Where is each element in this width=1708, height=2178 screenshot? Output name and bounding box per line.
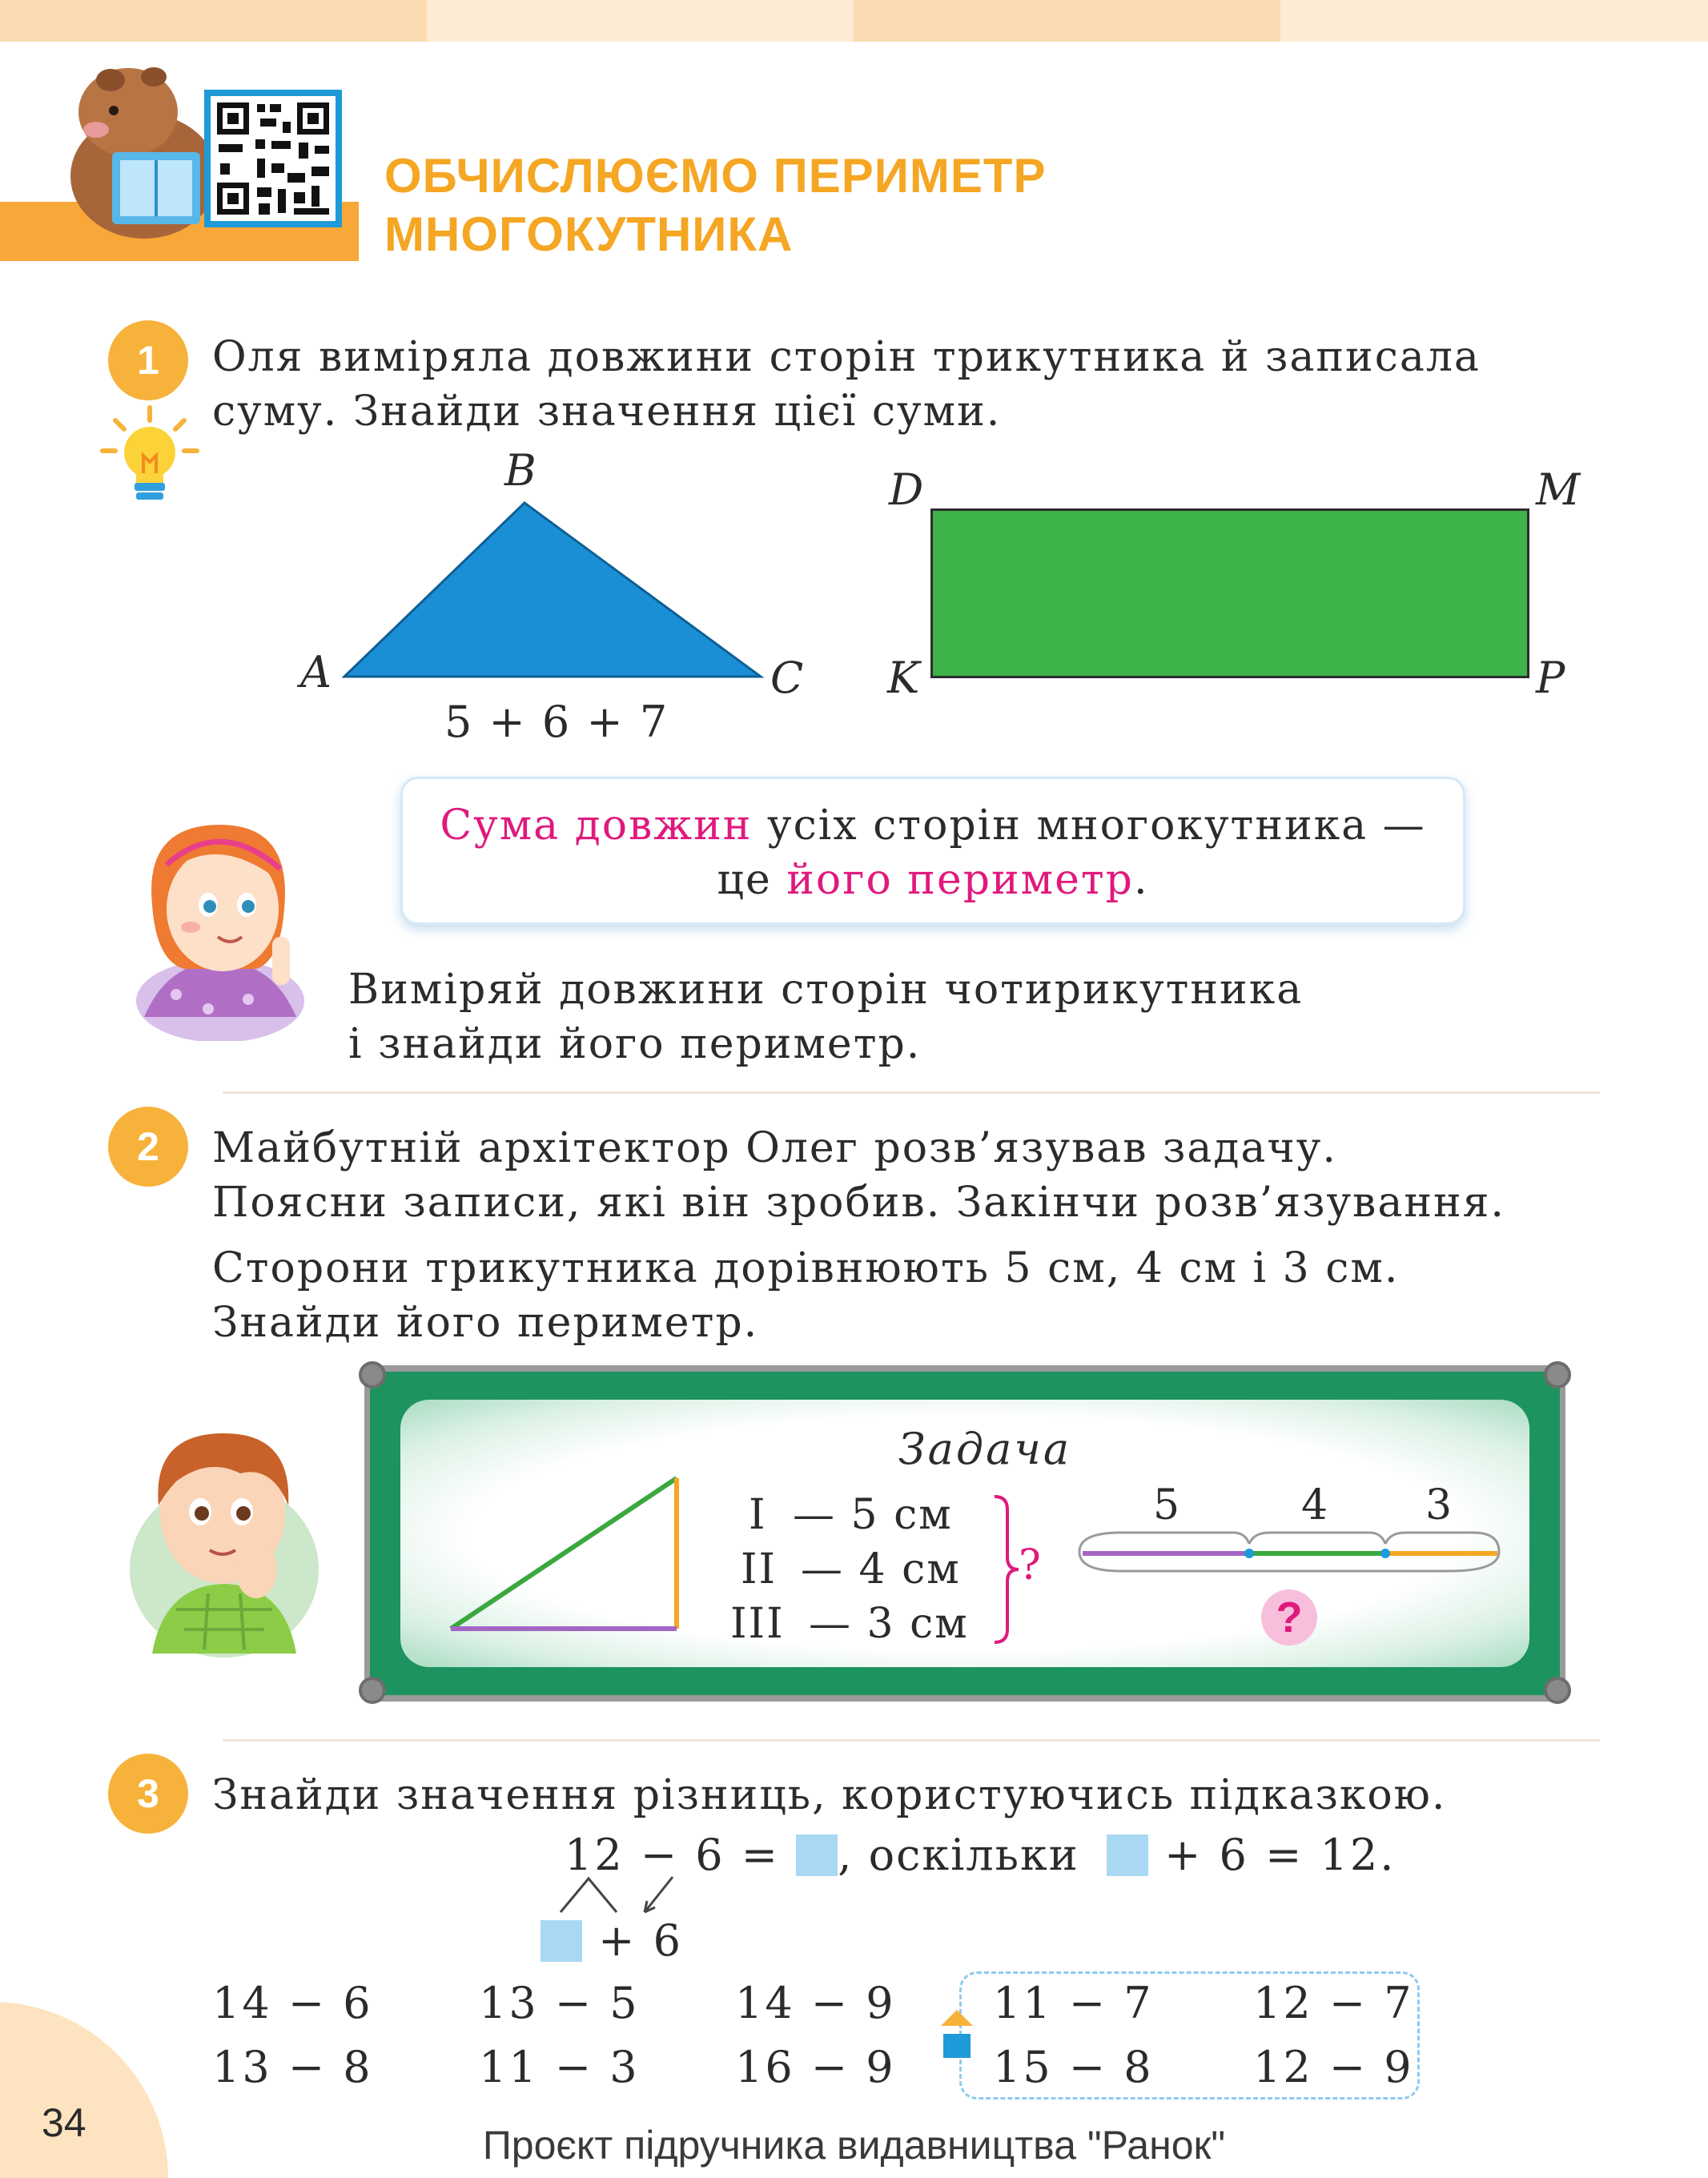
exercise-3: 14 − 9 bbox=[735, 1978, 896, 2028]
rule-text-c: . bbox=[1133, 856, 1149, 904]
rectangle-dmpk bbox=[930, 508, 1529, 678]
board-brace-question: ? bbox=[1019, 1541, 1041, 1589]
advanced-group-frame bbox=[959, 1971, 1420, 2100]
rule-text-b: це bbox=[717, 856, 787, 904]
exercise-1: 14 − 6 bbox=[212, 1978, 373, 2028]
exercise-4: 11 − 7 bbox=[993, 1978, 1154, 2028]
board-triangle bbox=[444, 1472, 685, 1636]
exercise-9: 15 − 8 bbox=[993, 2042, 1154, 2092]
rule-highlight-sum: Сума довжин bbox=[440, 802, 753, 850]
rule-highlight-perimeter: його периметр bbox=[786, 856, 1134, 904]
exercise-8: 16 − 9 bbox=[735, 2042, 896, 2092]
hint-right: + 6 = 12. bbox=[1164, 1830, 1397, 1880]
segment-label-4: 4 bbox=[1301, 1481, 1328, 1529]
triangle-sum: 5 + 6 + 7 bbox=[444, 697, 669, 747]
board-knob-tr bbox=[1544, 1361, 1571, 1388]
hint-arrows bbox=[553, 1872, 681, 1920]
rule-box bbox=[400, 777, 1465, 925]
board-knob-br bbox=[1544, 1677, 1571, 1704]
triangle-label-c: C bbox=[770, 653, 804, 703]
triangle-label-a: A bbox=[300, 647, 332, 697]
page-title-line1: ОБЧИСЛЮЄМО ПЕРИМЕТР bbox=[384, 149, 1047, 203]
task1-question-line2: і знайди його периметр. bbox=[348, 1020, 922, 1068]
lightbulb-icon bbox=[98, 404, 202, 504]
board-row-1-roman: I bbox=[749, 1491, 767, 1539]
hint-left: 12 − 6 = bbox=[565, 1830, 781, 1880]
task3-text: Знайди значення різниць, користуючись підказкою. bbox=[212, 1771, 1447, 1819]
capybara-mascot bbox=[64, 56, 224, 240]
board-row-1 bbox=[749, 1491, 767, 1539]
answer-box[interactable] bbox=[1107, 1834, 1148, 1876]
hint-below bbox=[541, 1915, 683, 1966]
answer-box[interactable] bbox=[541, 1920, 582, 1962]
board-row-2-value: — 4 см bbox=[801, 1545, 961, 1593]
board-row-1-value: — 5 см bbox=[793, 1491, 953, 1539]
segment-label-5: 5 bbox=[1153, 1481, 1180, 1529]
rectangle-label-d: D bbox=[889, 464, 924, 515]
exercise-10: 12 − 9 bbox=[1253, 2042, 1414, 2092]
rectangle-label-k: K bbox=[887, 653, 920, 703]
qr-code[interactable] bbox=[204, 90, 342, 227]
divider-2 bbox=[223, 1739, 1600, 1742]
triangle-label-b: B bbox=[504, 445, 537, 496]
rule-text-a: усіх сторін многокутника — bbox=[752, 802, 1426, 850]
rule-line1 bbox=[403, 798, 1463, 853]
hint-below-text: + 6 bbox=[598, 1915, 683, 1966]
rule-line2 bbox=[403, 853, 1463, 907]
task2-text-line4: Знайди його периметр. bbox=[212, 1299, 759, 1347]
exercise-6: 13 − 8 bbox=[212, 2042, 373, 2092]
task2-text-line3: Сторони трикутника дорівнюють 5 см, 4 см і 3 см. bbox=[212, 1244, 1400, 1292]
top-stripe-3 bbox=[854, 0, 1280, 42]
difficulty-marker-icon bbox=[937, 2008, 977, 2064]
task1-text-line2: суму. Знайди значення цієї суми. bbox=[212, 388, 1002, 436]
exercise-7: 11 − 3 bbox=[479, 2042, 640, 2092]
board-row-2-roman: II bbox=[741, 1545, 778, 1593]
exercise-2: 13 − 5 bbox=[479, 1978, 640, 2028]
task-number-3: 3 bbox=[108, 1754, 188, 1834]
answer-box[interactable] bbox=[796, 1834, 838, 1876]
triangle-abc bbox=[336, 496, 769, 685]
footer-credit: Проєкт підручника видавництва "Ранок" bbox=[482, 2123, 1226, 2168]
segment-diagram bbox=[1073, 1529, 1505, 1577]
task2-text-line2: Поясни записи, які він зробив. Закінчи розв’язування. bbox=[212, 1179, 1505, 1227]
rectangle-label-m: M bbox=[1536, 464, 1581, 515]
exercise-5: 12 − 7 bbox=[1253, 1978, 1414, 2028]
board-row-2 bbox=[741, 1545, 777, 1593]
rectangle-label-p: P bbox=[1536, 653, 1565, 703]
top-stripe-2 bbox=[427, 0, 854, 42]
hint-equation bbox=[565, 1830, 1396, 1880]
board-row-3-value: — 3 см bbox=[809, 1600, 969, 1648]
task1-text-line1: Оля виміряла довжини сторін трикутника й записала bbox=[212, 333, 1481, 381]
top-stripe-1 bbox=[0, 0, 427, 42]
boy-illustration bbox=[120, 1409, 328, 1662]
page-title-line2: МНОГОКУТНИКА bbox=[384, 207, 794, 261]
divider-1 bbox=[223, 1091, 1600, 1094]
board-knob-bl bbox=[359, 1677, 386, 1704]
segment-label-3: 3 bbox=[1425, 1481, 1453, 1529]
task2-text-line1: Майбутній архітектор Олег розв’язував задачу. bbox=[212, 1124, 1337, 1172]
board-row-3-roman: III bbox=[730, 1600, 785, 1648]
girl-illustration bbox=[120, 809, 320, 1041]
page-number: 34 bbox=[42, 2100, 86, 2145]
task-number-2: 2 bbox=[108, 1107, 188, 1187]
total-question-badge: ? bbox=[1261, 1589, 1317, 1646]
board-title: Задача bbox=[898, 1424, 1072, 1474]
hint-mid: , оскільки bbox=[838, 1830, 1079, 1880]
task-number-1: 1 bbox=[108, 320, 188, 400]
top-stripe-4 bbox=[1280, 0, 1708, 42]
board-knob-tl bbox=[359, 1361, 386, 1388]
board-row-3 bbox=[730, 1600, 785, 1648]
task1-question-line1: Виміряй довжини сторін чотирикутника bbox=[348, 966, 1304, 1014]
